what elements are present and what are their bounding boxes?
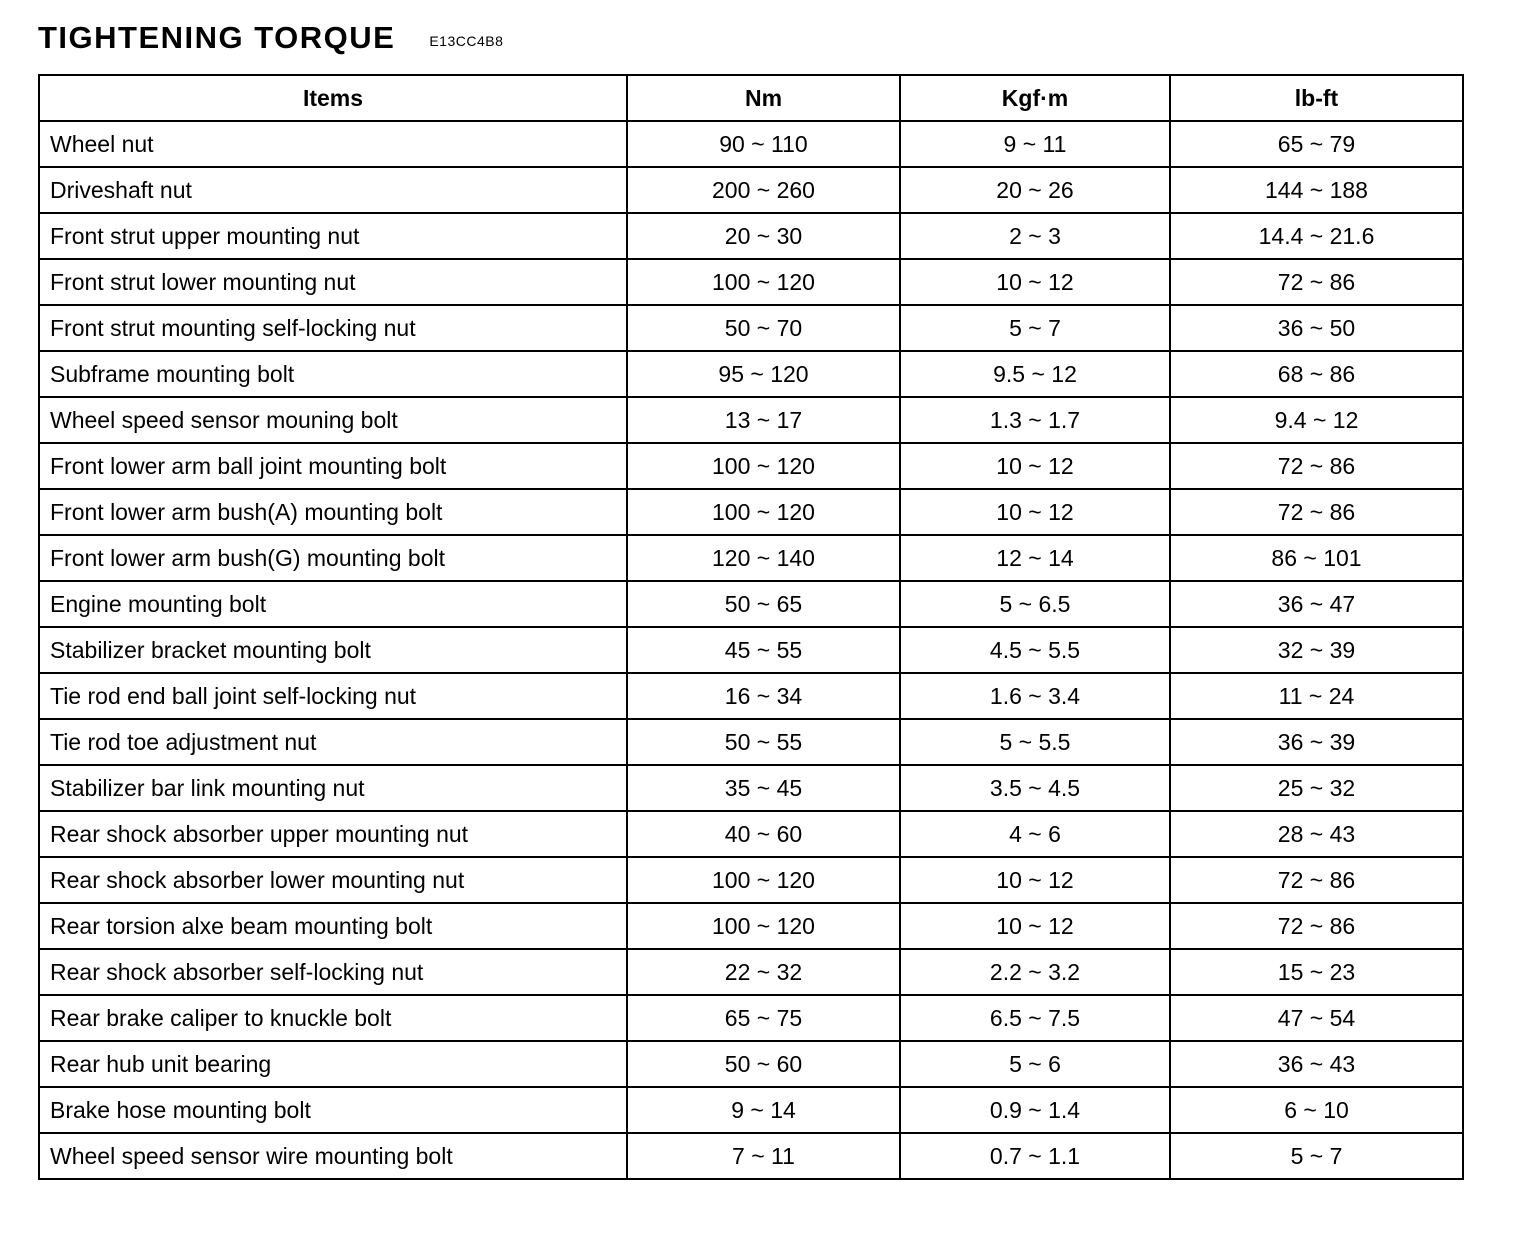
- kgfm-cell: 4 ~ 6: [900, 811, 1170, 857]
- item-cell: Stabilizer bracket mounting bolt: [39, 627, 627, 673]
- table-row: [39, 397, 1463, 443]
- table-header-row: [39, 75, 1463, 121]
- nm-cell: 100 ~ 120: [627, 443, 900, 489]
- nm-cell: 100 ~ 120: [627, 857, 900, 903]
- kgfm-cell: 10 ~ 12: [900, 443, 1170, 489]
- nm-cell: 50 ~ 70: [627, 305, 900, 351]
- table-row: [39, 1041, 1463, 1087]
- lbft-cell: 72 ~ 86: [1170, 443, 1463, 489]
- lbft-cell: 72 ~ 86: [1170, 489, 1463, 535]
- table-row: [39, 1087, 1463, 1133]
- item-cell: Driveshaft nut: [39, 167, 627, 213]
- nm-cell: 90 ~ 110: [627, 121, 900, 167]
- header-lbft: lb-ft: [1170, 75, 1463, 121]
- nm-cell: 100 ~ 120: [627, 489, 900, 535]
- kgfm-cell: 0.7 ~ 1.1: [900, 1133, 1170, 1179]
- item-cell: Front strut upper mounting nut: [39, 213, 627, 259]
- table-row: [39, 995, 1463, 1041]
- lbft-cell: 25 ~ 32: [1170, 765, 1463, 811]
- nm-cell: 100 ~ 120: [627, 903, 900, 949]
- kgfm-cell: 9 ~ 11: [900, 121, 1170, 167]
- lbft-cell: 144 ~ 188: [1170, 167, 1463, 213]
- nm-cell: 200 ~ 260: [627, 167, 900, 213]
- table-row: [39, 581, 1463, 627]
- item-cell: Rear shock absorber self-locking nut: [39, 949, 627, 995]
- kgfm-cell: 2 ~ 3: [900, 213, 1170, 259]
- item-cell: Front lower arm bush(A) mounting bolt: [39, 489, 627, 535]
- table-row: [39, 121, 1463, 167]
- item-cell: Rear shock absorber upper mounting nut: [39, 811, 627, 857]
- lbft-cell: 36 ~ 47: [1170, 581, 1463, 627]
- lbft-cell: 86 ~ 101: [1170, 535, 1463, 581]
- item-cell: Wheel speed sensor mouning bolt: [39, 397, 627, 443]
- table-row: [39, 857, 1463, 903]
- lbft-cell: 32 ~ 39: [1170, 627, 1463, 673]
- kgfm-cell: 5 ~ 5.5: [900, 719, 1170, 765]
- kgfm-cell: 0.9 ~ 1.4: [900, 1087, 1170, 1133]
- title-row: [38, 20, 1498, 56]
- page-title: TIGHTENING TORQUE: [38, 20, 396, 55]
- nm-cell: 50 ~ 55: [627, 719, 900, 765]
- kgfm-cell: 10 ~ 12: [900, 903, 1170, 949]
- table-row: [39, 627, 1463, 673]
- nm-cell: 120 ~ 140: [627, 535, 900, 581]
- lbft-cell: 36 ~ 43: [1170, 1041, 1463, 1087]
- table-row: [39, 673, 1463, 719]
- kgfm-cell: 12 ~ 14: [900, 535, 1170, 581]
- section-code: E13CC4B8: [429, 33, 504, 49]
- item-cell: Front lower arm ball joint mounting bolt: [39, 443, 627, 489]
- kgfm-cell: 3.5 ~ 4.5: [900, 765, 1170, 811]
- kgfm-cell: 4.5 ~ 5.5: [900, 627, 1170, 673]
- lbft-cell: 36 ~ 39: [1170, 719, 1463, 765]
- lbft-cell: 28 ~ 43: [1170, 811, 1463, 857]
- kgfm-cell: 6.5 ~ 7.5: [900, 995, 1170, 1041]
- kgfm-cell: 20 ~ 26: [900, 167, 1170, 213]
- lbft-cell: 15 ~ 23: [1170, 949, 1463, 995]
- table-row: [39, 443, 1463, 489]
- nm-cell: 13 ~ 17: [627, 397, 900, 443]
- torque-table: [38, 74, 1464, 1180]
- kgfm-cell: 10 ~ 12: [900, 259, 1170, 305]
- nm-cell: 50 ~ 65: [627, 581, 900, 627]
- table-row: [39, 903, 1463, 949]
- lbft-cell: 72 ~ 86: [1170, 259, 1463, 305]
- table-row: [39, 719, 1463, 765]
- table-row: [39, 259, 1463, 305]
- item-cell: Rear shock absorber lower mounting nut: [39, 857, 627, 903]
- nm-cell: 20 ~ 30: [627, 213, 900, 259]
- item-cell: Stabilizer bar link mounting nut: [39, 765, 627, 811]
- lbft-cell: 9.4 ~ 12: [1170, 397, 1463, 443]
- kgfm-cell: 1.3 ~ 1.7: [900, 397, 1170, 443]
- table-row: [39, 305, 1463, 351]
- lbft-cell: 65 ~ 79: [1170, 121, 1463, 167]
- item-cell: Subframe mounting bolt: [39, 351, 627, 397]
- table-row: [39, 949, 1463, 995]
- item-cell: Tie rod toe adjustment nut: [39, 719, 627, 765]
- item-cell: Tie rod end ball joint self-locking nut: [39, 673, 627, 719]
- item-cell: Front lower arm bush(G) mounting bolt: [39, 535, 627, 581]
- lbft-cell: 11 ~ 24: [1170, 673, 1463, 719]
- lbft-cell: 72 ~ 86: [1170, 903, 1463, 949]
- nm-cell: 9 ~ 14: [627, 1087, 900, 1133]
- item-cell: Front strut mounting self-locking nut: [39, 305, 627, 351]
- item-cell: Engine mounting bolt: [39, 581, 627, 627]
- table-row: [39, 167, 1463, 213]
- table-body: [39, 121, 1463, 1179]
- lbft-cell: 36 ~ 50: [1170, 305, 1463, 351]
- item-cell: Wheel nut: [39, 121, 627, 167]
- item-cell: Rear brake caliper to knuckle bolt: [39, 995, 627, 1041]
- table-row: [39, 765, 1463, 811]
- table-row: [39, 351, 1463, 397]
- table-row: [39, 811, 1463, 857]
- lbft-cell: 47 ~ 54: [1170, 995, 1463, 1041]
- kgfm-cell: 1.6 ~ 3.4: [900, 673, 1170, 719]
- item-cell: Rear hub unit bearing: [39, 1041, 627, 1087]
- nm-cell: 7 ~ 11: [627, 1133, 900, 1179]
- kgfm-cell: 5 ~ 6.5: [900, 581, 1170, 627]
- kgfm-cell: 5 ~ 7: [900, 305, 1170, 351]
- nm-cell: 35 ~ 45: [627, 765, 900, 811]
- kgfm-cell: 10 ~ 12: [900, 857, 1170, 903]
- table-row: [39, 1133, 1463, 1179]
- lbft-cell: 72 ~ 86: [1170, 857, 1463, 903]
- item-cell: Brake hose mounting bolt: [39, 1087, 627, 1133]
- header-items: Items: [39, 75, 627, 121]
- header-nm: Nm: [627, 75, 900, 121]
- lbft-cell: 14.4 ~ 21.6: [1170, 213, 1463, 259]
- table-row: [39, 535, 1463, 581]
- nm-cell: 40 ~ 60: [627, 811, 900, 857]
- kgfm-cell: 9.5 ~ 12: [900, 351, 1170, 397]
- item-cell: Front strut lower mounting nut: [39, 259, 627, 305]
- kgfm-cell: 10 ~ 12: [900, 489, 1170, 535]
- kgfm-cell: 5 ~ 6: [900, 1041, 1170, 1087]
- nm-cell: 65 ~ 75: [627, 995, 900, 1041]
- nm-cell: 95 ~ 120: [627, 351, 900, 397]
- kgfm-cell: 2.2 ~ 3.2: [900, 949, 1170, 995]
- table-row: [39, 489, 1463, 535]
- header-kgfm: Kgf·m: [900, 75, 1170, 121]
- nm-cell: 100 ~ 120: [627, 259, 900, 305]
- nm-cell: 45 ~ 55: [627, 627, 900, 673]
- table-row: [39, 213, 1463, 259]
- nm-cell: 22 ~ 32: [627, 949, 900, 995]
- lbft-cell: 6 ~ 10: [1170, 1087, 1463, 1133]
- item-cell: Wheel speed sensor wire mounting bolt: [39, 1133, 627, 1179]
- lbft-cell: 5 ~ 7: [1170, 1133, 1463, 1179]
- item-cell: Rear torsion alxe beam mounting bolt: [39, 903, 627, 949]
- nm-cell: 50 ~ 60: [627, 1041, 900, 1087]
- lbft-cell: 68 ~ 86: [1170, 351, 1463, 397]
- nm-cell: 16 ~ 34: [627, 673, 900, 719]
